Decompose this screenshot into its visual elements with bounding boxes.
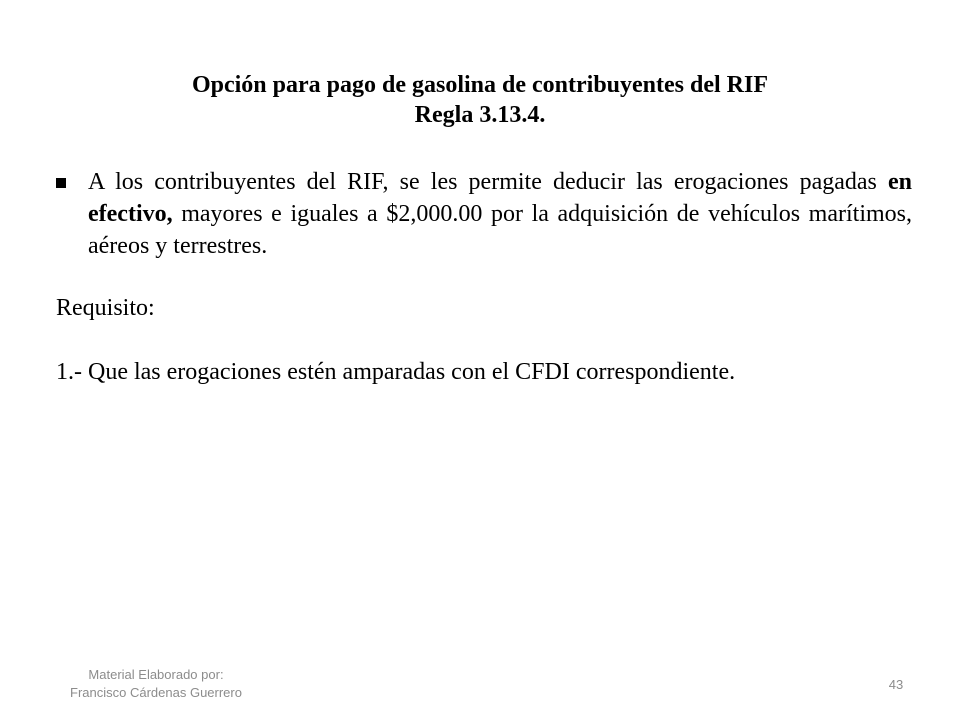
slide-title-line-1: Opción para pago de gasolina de contribuyentes del RIF <box>191 72 769 98</box>
footer-author <box>56 666 256 702</box>
requisito-label: Requisito: <box>56 295 155 321</box>
bullet-text <box>88 166 912 262</box>
footer-author-line-2: Francisco Cárdenas Guerrero <box>70 685 242 700</box>
bullet-text-before: A los contribuyentes del RIF, se les permite deducir las erogaciones pagadas <box>88 169 877 195</box>
slide-title-line-2: Regla 3.13.4. <box>414 102 546 128</box>
bullet-text-bold: en efectivo, <box>88 169 912 227</box>
footer-author-line-1: Material Elaborado por: <box>88 667 224 682</box>
bullet-text-after: mayores e iguales a $2,000.00 por la adquisición de vehículos marítimos, aéreos y terrestres. <box>88 201 912 259</box>
bullet-item <box>56 166 912 262</box>
square-bullet-icon <box>56 178 66 188</box>
requisito-item: 1.- Que las erogaciones estén amparadas con el CFDI correspondiente. <box>56 359 736 385</box>
page-number: 43 <box>888 677 904 692</box>
slide-title <box>0 70 960 130</box>
